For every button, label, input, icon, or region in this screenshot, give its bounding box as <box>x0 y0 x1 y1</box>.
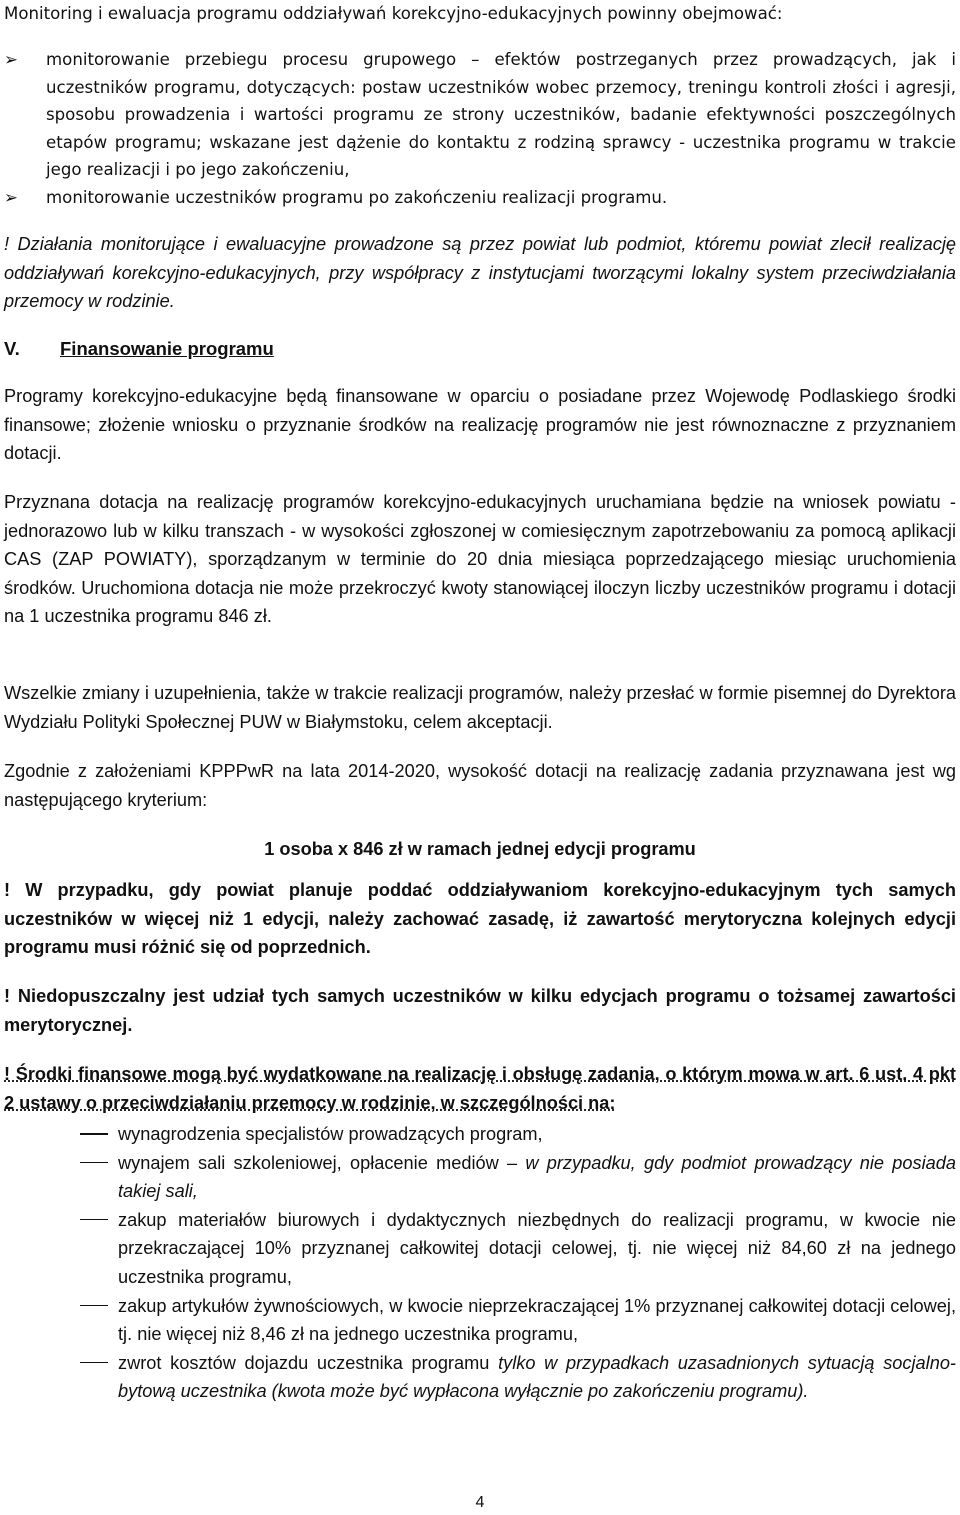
expense-item <box>4 1206 956 1292</box>
note-expenditure: ! Środki finansowe mogą być wydatkowane na realizację i obsługę zadania, o którym mowa w art. 6 ust. 4 pkt 2 ustawy o przeciwdziałaniu przemocy w rodzinie, w szczególności na: <box>4 1064 956 1113</box>
expense-text: zakup materiałów biurowych i dydaktycznych niezbędnych do realizacji programu, w kwocie nie przekraczającej 10% przyznanej całkowitej dotacji celowej, tj. nie więcej niż 84,60 zł na jednego uczestnika programu, <box>118 1209 956 1287</box>
expense-text: zwrot kosztów dojazdu uczestnika programu <box>118 1352 499 1373</box>
dash-bullet-icon <box>80 1133 108 1135</box>
monitoring-bullet-list <box>0 46 956 212</box>
expense-item <box>4 1149 956 1206</box>
paragraph-grant-release: Przyznana dotacja na realizację programów korekcyjno-edukacyjnych uruchamiana będzie na wniosek powiatu - jednorazowo lub w kilku transzach - w wysokości zgłoszonej w comiesięcznym zapotrzebowaniu za pomocą aplikacji CAS (ZAP POWIATY), sporządzanym w terminie do 20 dnia miesiąca poprzedzającego miesiąc uruchomienia środków. Uruchomiona dotacja nie może przekroczyć kwoty stanowiącej iloczyn liczby uczestników programu i dotacji na 1 uczestnika programu 846 zł. <box>4 492 956 627</box>
dash-bullet-icon <box>80 1362 108 1364</box>
arrow-bullet-icon: ➢ <box>4 50 18 69</box>
criterion-line: 1 osoba x 846 zł w ramach jednej edycji programu <box>264 839 696 859</box>
expense-italic-text: tylko w przypadkach uzasadnionych sytuacją socjalno-bytową uczestnika (kwota może być wypłacona wyłącznie po zakończeniu programu). <box>118 1352 956 1402</box>
expense-item <box>4 1292 956 1349</box>
note-multiple-editions: ! W przypadku, gdy powiat planuje poddać oddziaływaniom korekcyjno-edukacyjnym tych samych uczestników w więcej niż 1 edycji, należy zachować zasadę, iż zawartość merytoryczna kolejnych edycji programu musi różnić się od poprzednich. <box>4 880 956 958</box>
note-same-participants: ! Niedopuszczalny jest udział tych samych uczestników w kilku edycjach programu o tożsamej zawartości merytorycznej. <box>4 986 956 1035</box>
expense-item <box>4 1120 956 1149</box>
section-heading <box>4 335 274 364</box>
bullet-item <box>0 46 956 184</box>
expense-text: wynagrodzenia specjalistów prowadzących program, <box>118 1124 543 1144</box>
dash-bullet-icon <box>80 1219 108 1221</box>
paragraph-changes: Wszelkie zmiany i uzupełnienia, także w trakcie realizacji programów, należy przesłać w formie pisemnej do Dyrektora Wydziału Polityki Społecznej PUW w Białymstoku, celem akceptacji. <box>4 683 956 732</box>
expense-text: zakup artykułów żywnościowych, w kwocie nieprzekraczającej 1% przyznanej całkowitej dotacji celowej, tj. nie więcej niż 8,46 zł na jednego uczestnika programu, <box>118 1295 956 1345</box>
monitoring-note: ! Działania monitorujące i ewaluacyjne prowadzone są przez powiat lub podmiot, któremu powiat zlecił realizację oddziaływań korekcyjno-edukacyjnych, przy współpracy z instytucjami tworzącymi lokalny system przeciwdziałania przemocy w rodzinie. <box>4 234 956 312</box>
expense-text: wynajem sali szkoleniowej, opłacenie mediów – <box>118 1152 526 1173</box>
dash-bullet-icon <box>80 1305 108 1307</box>
monitoring-intro: Monitoring i ewaluacja programu oddziaływań korekcyjno-edukacyjnych powinny obejmować: <box>4 4 783 23</box>
bullet-text: monitorowanie przebiegu procesu grupowego – efektów postrzeganych przez prowadzących, jak i uczestników programu, dotyczących: postaw uczestników wobec przemocy, treningu kontroli złości i agresji, sposobu prowadzenia i wartości programu ze strony uczestników, badanie efektywności poszczególnych etapów programu; wskazane jest dążenie do kontaktu z rodziną sprawcy - uczestnika programu w trakcie jego realizacji i po jego zakończeniu, <box>46 50 956 180</box>
paragraph-funding-source: Programy korekcyjno-edukacyjne będą finansowane w oparciu o posiadane przez Wojewodę Podlaskiego środki finansowe; złożenie wniosku o przyznanie środków na realizację programów nie jest równoznaczne z przyznaniem dotacji. <box>4 386 956 464</box>
section-number: V. <box>4 338 20 359</box>
expense-italic-text: w przypadku, gdy podmiot prowadzący nie posiada takiej sali, <box>118 1152 956 1202</box>
expense-item <box>4 1349 956 1406</box>
bullet-text: monitorowanie uczestników programu po zakończeniu realizacji programu. <box>46 187 668 207</box>
arrow-bullet-icon: ➢ <box>4 187 18 207</box>
dash-bullet-icon <box>80 1162 108 1164</box>
expense-list <box>4 1120 956 1406</box>
section-title: Finansowanie programu <box>60 338 274 359</box>
paragraph-criterion-intro: Zgodnie z założeniami KPPPwR na lata 2014-2020, wysokość dotacji na realizację zadania przyznawana jest wg następującego kryterium: <box>4 761 956 810</box>
bullet-item <box>0 184 956 212</box>
page-number: 4 <box>475 1494 485 1511</box>
